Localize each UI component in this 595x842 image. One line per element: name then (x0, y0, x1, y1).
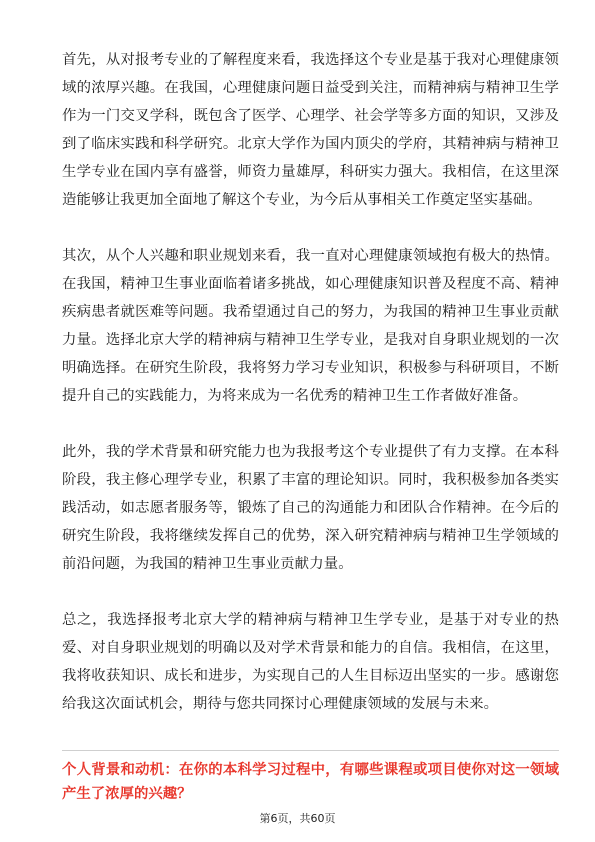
interview-question: 个人背景和动机：在你的本科学习过程中，有哪些课程或项目使你对这一领域产生了浓厚的兴趣？ (62, 762, 559, 802)
paragraph-3: 此外，我的学术背景和研究能力也为我报考这个专业提供了有力支撑。在本科阶段，我主修心理学专业，积累了丰富的理论知识。同时，我积极参加各类实践活动，如志愿者服务等，锻炼了自己的沟通能力和团队合作精神。在今后的研究生阶段，我将继续发挥自己的优势，深入研究精神病与精神卫生学领域的前沿问题，为我国的精神卫生事业贡献力量。 (62, 444, 559, 572)
section-divider (62, 750, 559, 751)
paragraph-4: 总之，我选择报考北京大学的精神病与精神卫生学专业，是基于对专业的热爱、对自身职业规划的明确以及对学术背景和能力的自信。我相信，在这里，我将收获知识、成长和进步，为实现自己的人生目标迈出坚实的一步。感谢您给我这次面试机会，期待与您共同探讨心理健康领域的发展与未来。 (62, 612, 559, 712)
answer-body (62, 46, 559, 718)
paragraph-1: 首先，从对报考专业的了解程度来看，我选择这个专业是基于我对心理健康领域的浓厚兴趣。在我国，心理健康问题日益受到关注，而精神病与精神卫生学作为一门交叉学科，既包含了医学、心理学、社会学等多方面的知识，又涉及到了临床实践和科学研究。北京大学作为国内顶尖的学府，其精神病与精神卫生学专业在国内享有盛誉，师资力量雄厚，科研实力强大。我相信，在这里深造能够让我更加全面地了解这个专业，为今后从事相关工作奠定坚实基础。 (62, 52, 559, 208)
paragraph-2: 其次，从个人兴趣和职业规划来看，我一直对心理健康领域抱有极大的热情。在我国，精神卫生事业面临着诸多挑战，如心理健康知识普及程度不高、精神疾病患者就医难等问题。我希望通过自己的努力，为我国的精神卫生事业贡献力量。选择北京大学的精神病与精神卫生学专业，是我对自身职业规划的一次明确选择。在研究生阶段，我将努力学习专业知识，积极参与科研项目，不断提升自己的实践能力，为将来成为一名优秀的精神卫生工作者做好准备。 (62, 248, 559, 404)
page-number: 第6页，共60页 (259, 812, 336, 825)
